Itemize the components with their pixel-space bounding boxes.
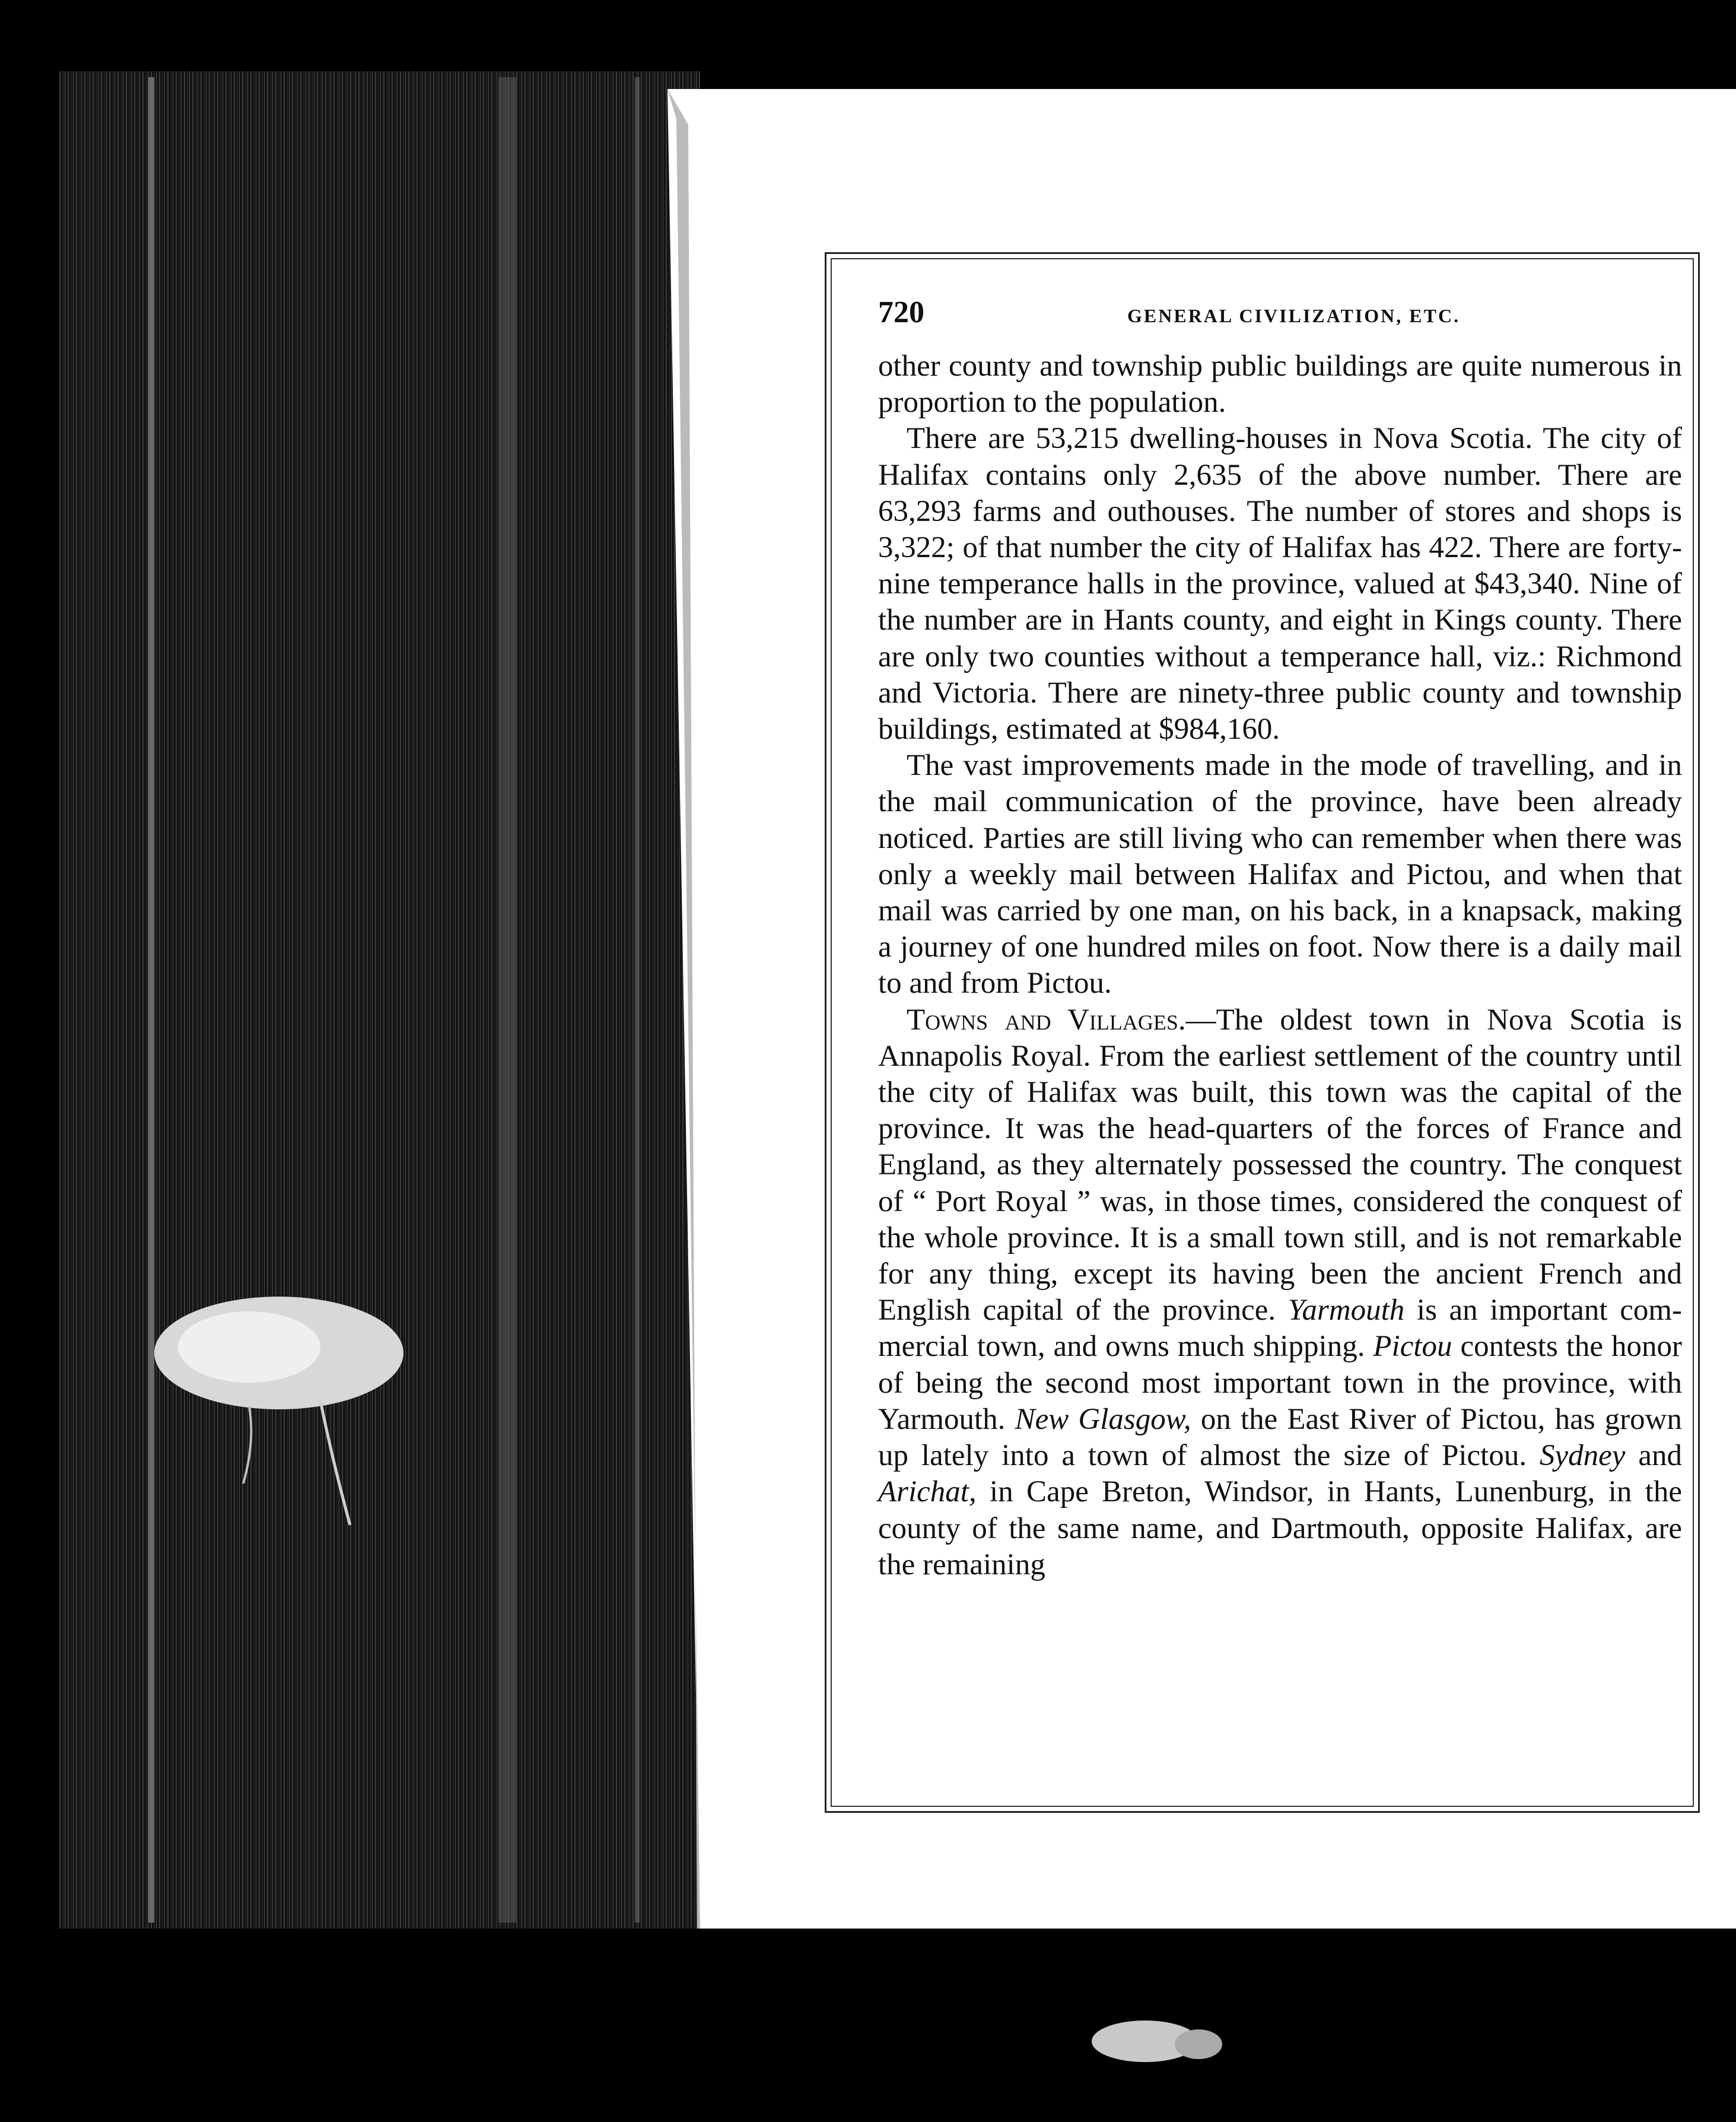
paragraph-4-text-5: and xyxy=(1625,1439,1682,1473)
paragraph-2 xyxy=(878,421,1682,748)
paragraph-4-text-3: contests the honor of being the second most important town in the province, with Yarmouth. xyxy=(878,1330,1682,1436)
section-heading-towns-and-villages: Towns and Villages. xyxy=(907,1003,1186,1037)
book-edge xyxy=(59,71,700,1929)
page-number: 720 xyxy=(878,296,924,329)
paragraph-3 xyxy=(878,748,1682,1002)
paragraph-4 xyxy=(878,1002,1682,1583)
page-frame xyxy=(831,258,1694,1807)
place-yarmouth: Yarmouth xyxy=(1287,1294,1405,1327)
place-new-glasgow: New Glasgow, xyxy=(1015,1402,1191,1436)
paragraph-4-text-2: is an important commercial town, and owns much shipping. xyxy=(878,1294,1682,1364)
place-sydney: Sydney xyxy=(1540,1439,1626,1473)
paragraph-4-text-1: —The oldest town in Nova Scotia is Annapolis Royal. From the earliest settlement of the country until the city of Halifax was built, this town was the capital of the province. It was the head-quarters of the forces of France and England, as they alternately possessed the country. The conquest of “ Port Royal ” was, in those times, considered the conquest of the whole province. It is a small town still, and is not remarkable for any thing, except its having been the ancient French and English capital of the province. xyxy=(878,1003,1682,1327)
running-title: GENERAL CIVILIZATION, ETC. xyxy=(1127,305,1461,326)
running-head xyxy=(878,295,1682,341)
paragraph-1 xyxy=(878,348,1682,421)
paragraph-4-text-6: in Cape Breton, Windsor, in Hants, Lunenburg, in the county of the same name, and Dartmouth, opposite Halifax, are the remaining xyxy=(878,1475,1682,1581)
place-pictou: Pictou xyxy=(1373,1330,1452,1364)
paragraph-1-text: other county and township public buildings are quite numerous in proportion to the population. xyxy=(878,350,1682,420)
printed-page xyxy=(825,252,1700,1813)
place-arichat: Arichat, xyxy=(878,1475,977,1509)
body-text xyxy=(878,348,1682,1583)
paragraph-4-text-4: on the East River of Pictou, has grown up lately into a town of almost the size of Pictou. xyxy=(878,1402,1682,1473)
paragraph-3-text: The vast improvements made in the mode of travelling, and in the mail communication of the province, have been already noticed. Parties are still living who can remember when there was only a weekly mail between Halifax and Pictou, and when that mail was carried by one man, on his back, in a knapsack, making a journey of one hundred miles on foot. Now there is a daily mail to and from Pictou. xyxy=(878,749,1682,1000)
paragraph-2-text: There are 53,215 dwelling-houses in Nova Scotia. The city of Halifax contains only 2,635 of the above number. There are 63,293 farms and outhouses. The number of stores and shops is 3,322; of that number the city of Halifax has 422. There are forty-nine temperance halls in the province, valued at $43,340. Nine of the number are in Hants county, and eight in Kings county. There are only two counties without a temperance hall, viz.: Richmond and Victoria. There are ninety-three public county and township buildings, estimated at $984,160. xyxy=(878,422,1682,746)
